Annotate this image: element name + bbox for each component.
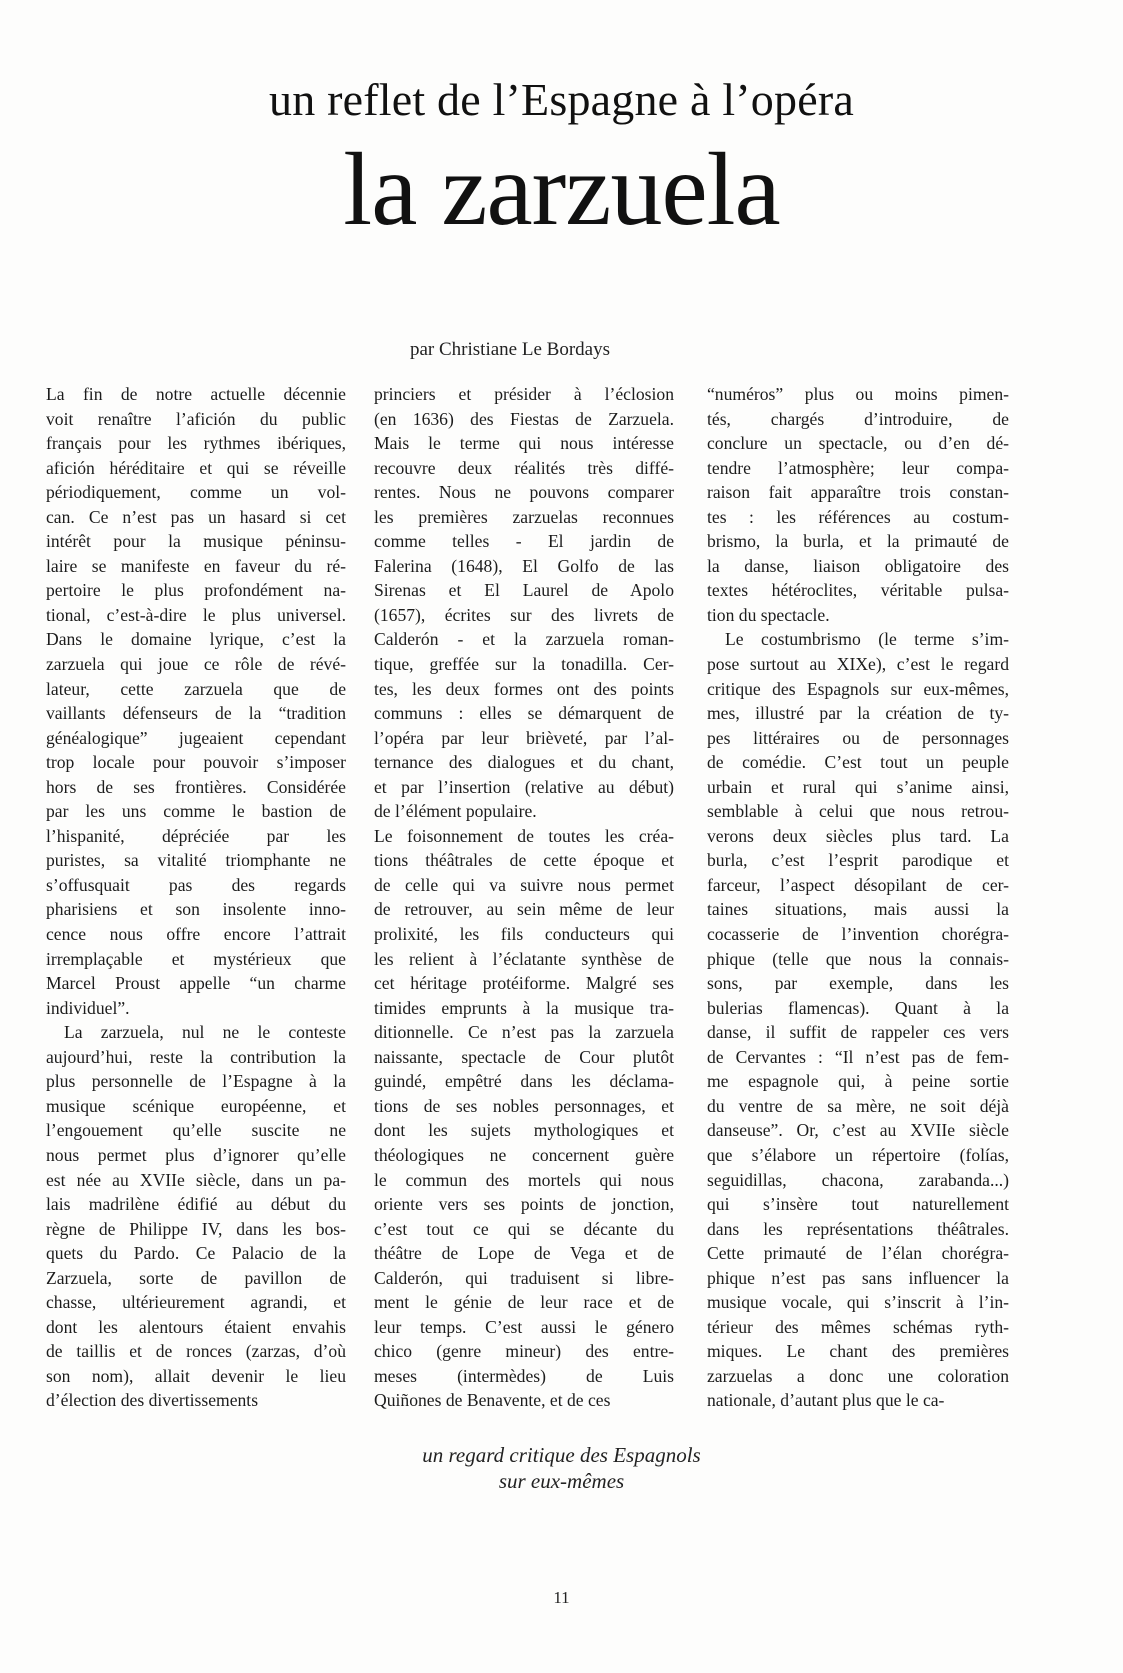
text-line: lateur, cette zarzuela que de	[46, 678, 346, 699]
text-line: meses (intermèdes) de Luis	[374, 1365, 674, 1386]
pull-quote	[0, 1442, 1123, 1494]
text-line: l’engouement qu’elle suscite ne	[46, 1120, 346, 1141]
byline: par Christiane Le Bordays	[410, 339, 610, 360]
text-line: cet héritage protéiforme. Malgré ses	[374, 973, 674, 994]
text-line: bulerias flamencas). Quant à la	[707, 997, 1009, 1018]
text-line: nous permet plus d’ignorer qu’elle	[46, 1144, 346, 1165]
text-line: oriente vers ses points de jonction,	[374, 1194, 674, 1215]
text-line: chico (genre mineur) des entre-	[374, 1341, 674, 1362]
text-line: textes hétéroclites, véritable pulsa-	[707, 580, 1009, 601]
text-line: de taillis et de ronces (zarzas, d’où	[46, 1341, 346, 1362]
text-line: pes littéraires ou de personnages	[707, 727, 1009, 748]
text-line: phique (telle que nous la connais-	[707, 948, 1009, 969]
text-line: laire se manifeste en faveur du ré-	[46, 555, 346, 576]
text-line: qui s’insère tout naturellement	[707, 1194, 1009, 1215]
text-line: tes, les deux formes ont des points	[374, 678, 674, 699]
text-line: miques. Le chant des premières	[707, 1341, 1009, 1362]
text-line: sons, par exemple, dans les	[707, 973, 1009, 994]
text-line: l’opéra par leur brièveté, par l’al-	[374, 727, 674, 748]
text-line: mes, illustré par la création de ty-	[707, 703, 1009, 724]
text-line: communs : elles se démarquent de	[374, 703, 674, 724]
text-column-2	[374, 382, 674, 1413]
text-line: de retrouver, au sein même de leur	[374, 899, 674, 920]
text-line: et par l’insertion (relative au début)	[374, 776, 674, 797]
text-line: son nom), allait devenir le lieu	[46, 1365, 346, 1386]
text-line: s’offusquait pas des regards	[46, 874, 346, 895]
text-line: la danse, liaison obligatoire des	[707, 555, 1009, 576]
text-line: Cette primauté de l’élan chorégra-	[707, 1243, 1009, 1264]
text-line: urbain et rural qui s’anime ainsi,	[707, 776, 1009, 797]
text-line: dans les représentations théâtrales.	[707, 1218, 1009, 1239]
text-line: nationale, d’autant plus que le ca-	[707, 1390, 945, 1411]
text-line: Quiñones de Benavente, et de ces	[374, 1390, 611, 1411]
text-line: Zarzuela, sorte de pavillon de	[46, 1267, 346, 1288]
text-line: semblable à celui que nous retrou-	[707, 801, 1009, 822]
text-line: individuel”.	[46, 997, 130, 1018]
text-line: Calderón - et la zarzuela roman-	[374, 629, 674, 650]
text-line: pose surtout au XIXe), c’est le regard	[707, 654, 1009, 675]
text-line: pharisiens et son insolente inno-	[46, 899, 346, 920]
text-line: théâtre de Lope de Vega et de	[374, 1243, 674, 1264]
text-line: burla, c’est l’esprit parodique et	[707, 850, 1009, 871]
text-line: Le costumbrismo (le terme s’im-	[725, 629, 1009, 650]
text-line: térieur des mêmes schémas ryth-	[707, 1316, 1009, 1337]
text-line: irremplaçable et mystérieux que	[46, 948, 346, 969]
text-line: timides emprunts à la musique tra-	[374, 997, 674, 1018]
text-line: ternance des dialogues et du chant,	[374, 752, 674, 773]
text-line: tés, chargés d’introduire, de	[707, 408, 1009, 429]
text-line: par les uns comme le bastion de	[46, 801, 346, 822]
text-line: prolixité, les fils conducteurs qui	[374, 924, 674, 945]
text-line: c’est tout ce qui se décante du	[374, 1218, 674, 1239]
text-line: La fin de notre actuelle décennie	[46, 384, 346, 404]
text-line: quets du Pardo. Ce Palacio de la	[46, 1243, 346, 1264]
text-line: pertoire le plus profondément na-	[46, 580, 346, 601]
text-line: princiers et présider à l’éclosion	[374, 384, 674, 404]
pull-quote-line-1: un regard critique des Espagnols	[422, 1443, 701, 1467]
text-line: tional, c’est-à-dire le plus universel.	[46, 604, 346, 625]
text-line: Le foisonnement de toutes les créa-	[374, 825, 674, 846]
article-kicker: un reflet de l’Espagne à l’opéra	[269, 74, 854, 125]
text-line: recouvre deux réalités très diffé-	[374, 457, 674, 478]
text-line: danseuse”. Or, c’est au XVIIe siècle	[707, 1120, 1009, 1141]
text-line: plus personnelle de l’Espagne à la	[46, 1071, 346, 1092]
text-column-3	[707, 382, 1009, 1413]
text-line: brismo, la burla, et la primauté de	[707, 531, 1009, 552]
text-line: cocasserie de l’invention chorégra-	[707, 924, 1009, 945]
text-line: ment le génie de leur race et de	[374, 1292, 674, 1313]
text-line: critique des Espagnols sur eux-mêmes,	[707, 678, 1009, 699]
text-line: zarzuelas a donc une coloration	[707, 1365, 1009, 1386]
text-line: aujourd’hui, reste la contribution la	[46, 1046, 346, 1067]
text-line: ditionnelle. Ce n’est pas la zarzuela	[374, 1022, 674, 1043]
text-line: intérêt pour la musique péninsu-	[46, 531, 346, 552]
text-line: que s’élabore un répertoire (folías,	[707, 1144, 1009, 1165]
text-line: l’hispanité, dépréciée par les	[46, 825, 346, 846]
text-line: musique vocale, qui s’inscrit à l’in-	[707, 1292, 1009, 1313]
article-title: la zarzuela	[343, 132, 780, 247]
text-line: tique, greffée sur la tonadilla. Cer-	[374, 654, 674, 675]
text-line: tion du spectacle.	[707, 604, 830, 625]
text-line: seguidillas, chacona, zarabanda...)	[707, 1169, 1009, 1190]
text-line: comme telles - El jardin de	[374, 531, 674, 552]
text-line: chasse, ultérieurement agrandi, et	[46, 1292, 346, 1313]
text-line: tions de ses nobles personnages, et	[374, 1095, 674, 1116]
text-line: La zarzuela, nul ne le conteste	[64, 1022, 346, 1043]
text-line: voit renaître l’afición du public	[46, 408, 346, 429]
text-line: règne de Philippe IV, dans les bos-	[46, 1218, 346, 1239]
text-line: verons deux siècles plus tard. La	[707, 825, 1009, 846]
text-line: lais madrilène édifié au début du	[46, 1194, 346, 1215]
text-line: vaillants défenseurs de la “tradition	[46, 703, 346, 724]
text-line: (1657), écrites sur des livrets de	[374, 604, 674, 625]
text-line: danse, il suffit de rappeler ces vers	[707, 1022, 1009, 1043]
text-line: périodiquement, comme un vol-	[46, 482, 346, 503]
text-line: tes : les références au costum-	[707, 506, 1009, 527]
text-line: musique scénique européenne, et	[46, 1095, 346, 1116]
text-line: les relient à l’éclatante synthèse de	[374, 948, 674, 969]
text-line: Calderón, qui traduisent si libre-	[374, 1267, 674, 1288]
text-line: Sirenas et El Laurel de Apolo	[374, 580, 674, 601]
text-line: généalogique” jugeaient cependant	[46, 727, 346, 748]
text-line: tendre l’atmosphère; leur compa-	[707, 457, 1009, 478]
text-line: naissante, spectacle de Cour plutôt	[374, 1046, 674, 1067]
text-line: de comédie. C’est tout un peuple	[707, 752, 1009, 773]
text-line: Dans le domaine lyrique, c’est la	[46, 629, 346, 650]
text-line: de Cervantes : “Il n’est pas de fem-	[707, 1046, 1009, 1067]
text-line: zarzuela qui joue ce rôle de révé-	[46, 654, 346, 675]
text-column-1	[46, 382, 346, 1413]
text-line: puristes, sa vitalité triomphante ne	[46, 850, 346, 871]
text-line: can. Ce n’est pas un hasard si cet	[46, 506, 346, 527]
text-line: théologiques ne concernent guère	[374, 1144, 674, 1165]
text-line: leur temps. C’est aussi le género	[374, 1316, 674, 1337]
text-line: d’élection des divertissements	[46, 1390, 259, 1411]
text-line: me espagnole qui, à peine sortie	[707, 1071, 1009, 1092]
text-line: trop locale pour pouvoir s’imposer	[46, 752, 346, 773]
text-line: Marcel Proust appelle “un charme	[46, 973, 346, 994]
text-line: rentes. Nous ne pouvons comparer	[374, 482, 674, 503]
text-line: tions théâtrales de cette époque et	[374, 850, 674, 871]
text-line: de celle qui va suivre nous permet	[374, 874, 674, 895]
text-line: cence nous offre encore l’attrait	[46, 924, 346, 945]
pull-quote-line-2: sur eux-mêmes	[498, 1469, 625, 1493]
text-line: farceur, l’aspect désopilant de cer-	[707, 874, 1009, 895]
text-line: taines situations, mais aussi la	[707, 899, 1009, 920]
text-line: (en 1636) des Fiestas de Zarzuela.	[374, 408, 674, 429]
page-number: 11	[553, 1588, 570, 1607]
text-line: “numéros” plus ou moins pimen-	[707, 384, 1009, 404]
text-line: les premières zarzuelas reconnues	[374, 506, 674, 527]
text-line: le commun des mortels qui nous	[374, 1169, 674, 1190]
text-line: dont les sujets mythologiques et	[374, 1120, 674, 1141]
text-line: guindé, empêtré dans les déclama-	[374, 1071, 674, 1092]
text-line: est née au XVIIe siècle, dans un pa-	[46, 1169, 346, 1190]
text-line: dont les alentours étaient envahis	[46, 1316, 346, 1337]
text-line: phique n’est pas sans influencer la	[707, 1267, 1009, 1288]
text-line: hors de ses frontières. Considérée	[46, 776, 346, 797]
text-line: conclure un spectacle, ou d’en dé-	[707, 433, 1009, 454]
text-line: français pour les rythmes ibériques,	[46, 433, 346, 454]
text-line: raison fait apparaître trois constan-	[707, 482, 1009, 503]
text-line: Falerina (1648), El Golfo de las	[374, 555, 674, 576]
text-line: du ventre de sa mère, ne soit déjà	[707, 1095, 1009, 1116]
text-line: de l’élément populaire.	[374, 801, 537, 822]
text-line: afición héréditaire et qui se réveille	[46, 457, 346, 478]
text-line: Mais le terme qui nous intéresse	[374, 433, 674, 454]
